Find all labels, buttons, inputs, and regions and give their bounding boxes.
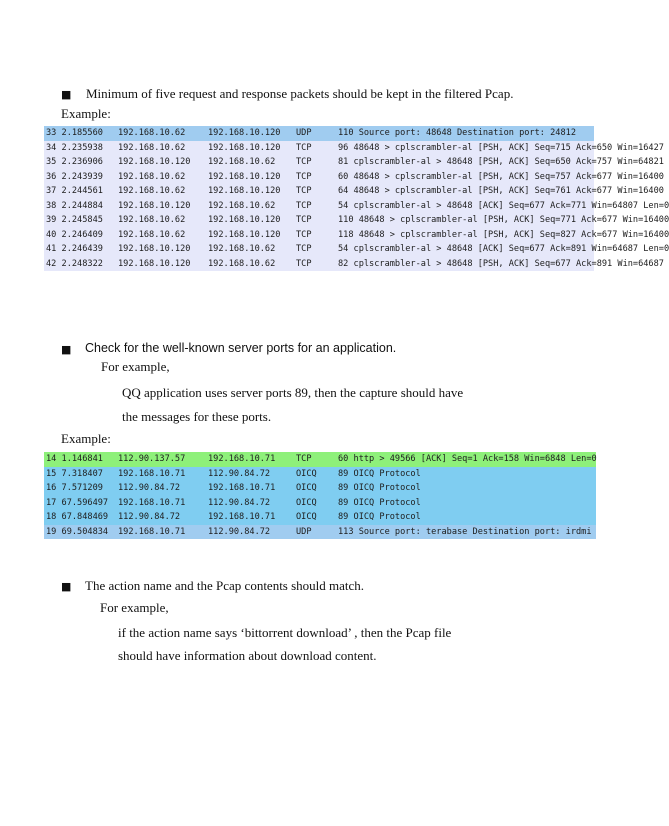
packet-row xyxy=(44,525,596,540)
packet-cell-proto: OICQ xyxy=(294,481,336,496)
packet-cell-no: 16 7.571209 xyxy=(44,481,116,496)
packet-cell-info: 82 cplscrambler-al > 48648 [PSH, ACK] Seq=677 Ack=891 Win=64687 xyxy=(336,257,594,272)
example-line-2b: the messages for these ports. xyxy=(122,409,272,424)
packet-cell-info: 54 cplscrambler-al > 48648 [ACK] Seq=677 Ack=891 Win=64687 Len=0 xyxy=(336,242,594,257)
packet-cell-info: 81 cplscrambler-al > 48648 [PSH, ACK] Seq=650 Ack=757 Win=64821 xyxy=(336,155,594,170)
packet-cell-no: 39 2.245845 xyxy=(44,213,116,228)
packet-cell-dst: 192.168.10.71 xyxy=(206,510,294,525)
packet-table-2 xyxy=(44,452,596,539)
for-example-2: For example, xyxy=(101,359,170,374)
packet-cell-dst: 192.168.10.120 xyxy=(206,228,294,243)
packet-cell-src: 192.168.10.62 xyxy=(116,170,206,185)
packet-cell-src: 192.168.10.62 xyxy=(116,213,206,228)
packet-row xyxy=(44,228,594,243)
packet-cell-no: 40 2.246409 xyxy=(44,228,116,243)
packet-cell-dst: 192.168.10.71 xyxy=(206,452,294,467)
packet-cell-info: 113 Source port: terabase Destination port: irdmi xyxy=(336,525,596,540)
packet-cell-proto: TCP xyxy=(294,184,336,199)
requirement-text-1: Minimum of five request and response packets should be kept in the filtered Pcap. xyxy=(86,86,514,101)
packet-row xyxy=(44,184,594,199)
packet-cell-src: 192.168.10.62 xyxy=(116,184,206,199)
requirement-text-2: Check for the well-known server ports for an application. xyxy=(85,341,397,355)
packet-cell-no: 41 2.246439 xyxy=(44,242,116,257)
packet-cell-proto: TCP xyxy=(294,228,336,243)
packet-cell-dst: 192.168.10.62 xyxy=(206,242,294,257)
packet-cell-proto: TCP xyxy=(294,141,336,156)
packet-row xyxy=(44,126,594,141)
packet-cell-proto: TCP xyxy=(294,257,336,272)
packet-row xyxy=(44,170,594,185)
packet-cell-no: 14 1.146841 xyxy=(44,452,116,467)
packet-cell-no: 33 2.185560 xyxy=(44,126,116,141)
packet-cell-info: 89 OICQ Protocol xyxy=(336,496,596,511)
example-line-2a: QQ application uses server ports 89, then the capture should have xyxy=(122,385,464,400)
packet-cell-src: 192.168.10.120 xyxy=(116,155,206,170)
packet-cell-no: 15 7.318407 xyxy=(44,467,116,482)
packet-cell-dst: 192.168.10.62 xyxy=(206,257,294,272)
packet-cell-src: 192.168.10.62 xyxy=(116,228,206,243)
packet-cell-src: 192.168.10.120 xyxy=(116,199,206,214)
packet-cell-info: 118 48648 > cplscrambler-al [PSH, ACK] Seq=827 Ack=677 Win=16400 xyxy=(336,228,594,243)
packet-cell-src: 192.168.10.71 xyxy=(116,467,206,482)
packet-row xyxy=(44,510,596,525)
packet-cell-no: 35 2.236906 xyxy=(44,155,116,170)
packet-cell-info: 60 http > 49566 [ACK] Seq=1 Ack=158 Win=6848 Len=0 xyxy=(336,452,596,467)
packet-cell-no: 42 2.248322 xyxy=(44,257,116,272)
packet-row xyxy=(44,155,594,170)
packet-cell-info: 64 48648 > cplscrambler-al [PSH, ACK] Seq=761 Ack=677 Win=16400 xyxy=(336,184,594,199)
packet-cell-proto: TCP xyxy=(294,155,336,170)
packet-cell-no: 37 2.244561 xyxy=(44,184,116,199)
packet-row xyxy=(44,199,594,214)
packet-cell-dst: 192.168.10.62 xyxy=(206,155,294,170)
packet-cell-info: 110 Source port: 48648 Destination port: 24812 xyxy=(336,126,594,141)
bullet-2: ■ xyxy=(61,343,72,356)
packet-cell-info: 60 48648 > cplscrambler-al [PSH, ACK] Seq=757 Ack=677 Win=16400 xyxy=(336,170,594,185)
packet-cell-src: 192.168.10.62 xyxy=(116,141,206,156)
packet-cell-info: 110 48648 > cplscrambler-al [PSH, ACK] Seq=771 Ack=677 Win=16400 xyxy=(336,213,594,228)
packet-cell-proto: TCP xyxy=(294,199,336,214)
packet-cell-proto: TCP xyxy=(294,170,336,185)
packet-cell-info: 89 OICQ Protocol xyxy=(336,481,596,496)
packet-cell-dst: 192.168.10.62 xyxy=(206,199,294,214)
packet-row xyxy=(44,257,594,272)
packet-row xyxy=(44,141,594,156)
packet-cell-dst: 192.168.10.120 xyxy=(206,141,294,156)
packet-cell-no: 38 2.244884 xyxy=(44,199,116,214)
packet-cell-src: 192.168.10.120 xyxy=(116,242,206,257)
packet-cell-no: 18 67.848469 xyxy=(44,510,116,525)
packet-cell-proto: TCP xyxy=(294,242,336,257)
packet-cell-src: 192.168.10.71 xyxy=(116,525,206,540)
packet-row xyxy=(44,452,596,467)
packet-cell-proto: TCP xyxy=(294,452,336,467)
packet-cell-info: 89 OICQ Protocol xyxy=(336,510,596,525)
packet-row xyxy=(44,467,596,482)
packet-row xyxy=(44,213,594,228)
packet-cell-src: 112.90.84.72 xyxy=(116,510,206,525)
packet-cell-no: 34 2.235938 xyxy=(44,141,116,156)
packet-cell-dst: 192.168.10.120 xyxy=(206,184,294,199)
packet-cell-no: 19 69.504834 xyxy=(44,525,116,540)
requirement-text-3: The action name and the Pcap contents should match. xyxy=(85,578,365,593)
packet-cell-src: 192.168.10.71 xyxy=(116,496,206,511)
packet-cell-dst: 112.90.84.72 xyxy=(206,467,294,482)
packet-cell-proto: OICQ xyxy=(294,510,336,525)
example-label-2: Example: xyxy=(61,431,111,446)
packet-row xyxy=(44,496,596,511)
packet-cell-src: 112.90.84.72 xyxy=(116,481,206,496)
packet-cell-proto: OICQ xyxy=(294,467,336,482)
packet-cell-dst: 112.90.84.72 xyxy=(206,525,294,540)
packet-cell-dst: 112.90.84.72 xyxy=(206,496,294,511)
packet-cell-proto: UDP xyxy=(294,126,336,141)
packet-cell-no: 36 2.243939 xyxy=(44,170,116,185)
bullet-3: ■ xyxy=(61,580,72,593)
packet-cell-dst: 192.168.10.120 xyxy=(206,213,294,228)
packet-row xyxy=(44,242,594,257)
example-line-3b: should have information about download content. xyxy=(118,648,377,663)
packet-cell-info: 96 48648 > cplscrambler-al [PSH, ACK] Seq=715 Ack=650 Win=16427 xyxy=(336,141,594,156)
packet-cell-proto: OICQ xyxy=(294,496,336,511)
bullet-1: ■ xyxy=(61,88,72,101)
packet-cell-src: 112.90.137.57 xyxy=(116,452,206,467)
packet-cell-src: 192.168.10.62 xyxy=(116,126,206,141)
packet-table-1 xyxy=(44,126,669,271)
packet-cell-info: 54 cplscrambler-al > 48648 [ACK] Seq=677 Ack=771 Win=64807 Len=0 xyxy=(336,199,594,214)
example-line-3a: if the action name says ‘bittorrent download’ , then the Pcap file xyxy=(118,625,452,640)
packet-cell-dst: 192.168.10.120 xyxy=(206,170,294,185)
packet-cell-dst: 192.168.10.120 xyxy=(206,126,294,141)
packet-cell-proto: UDP xyxy=(294,525,336,540)
packet-cell-proto: TCP xyxy=(294,213,336,228)
packet-cell-info: 89 OICQ Protocol xyxy=(336,467,596,482)
packet-cell-no: 17 67.596497 xyxy=(44,496,116,511)
packet-row xyxy=(44,481,596,496)
example-label-1: Example: xyxy=(61,106,111,121)
for-example-3: For example, xyxy=(100,600,169,615)
packet-cell-dst: 192.168.10.71 xyxy=(206,481,294,496)
packet-cell-src: 192.168.10.120 xyxy=(116,257,206,272)
